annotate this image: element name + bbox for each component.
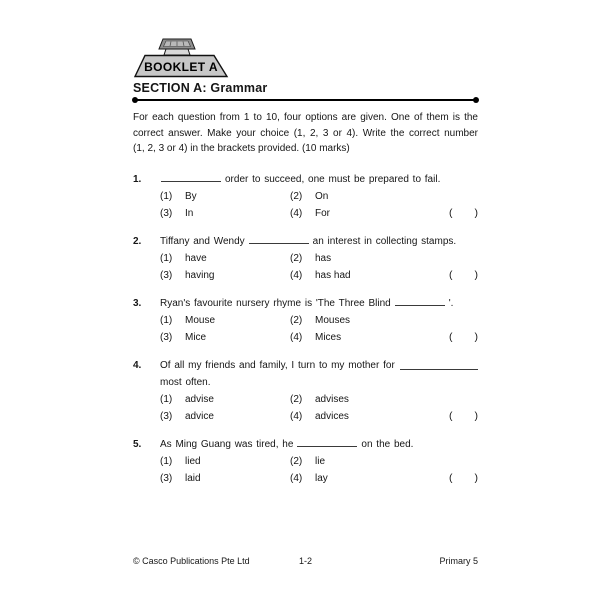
question-text: Of all my friends and family, I turn to my mother for	[160, 357, 478, 374]
option-2: (2) has	[290, 252, 332, 264]
question-4	[133, 357, 478, 425]
question-text: As Ming Guang was tired, he on the bed.	[160, 436, 478, 453]
option-4: (4) advices	[290, 410, 349, 422]
exam-page	[133, 38, 478, 498]
question-text: order to succeed, one must be prepared to fail.	[160, 171, 478, 188]
option-4: (4) has had	[290, 269, 351, 281]
option-3: (3) In	[160, 207, 194, 219]
question-number: 2.	[133, 235, 142, 247]
option-1: (1) By	[160, 190, 197, 202]
instructions-line: correct answer. Make your choice (1, 2, 3 or 4). Write the correct number	[133, 127, 478, 139]
option-1: (1) advise	[160, 393, 214, 405]
answer-blank	[297, 436, 357, 447]
option-1: (1) have	[160, 252, 207, 264]
page-footer	[133, 556, 478, 566]
question-text: Tiffany and Wendy an interest in collecting stamps.	[160, 233, 478, 250]
option-4: (4) Mices	[290, 331, 342, 343]
option-2: (2) Mouses	[290, 314, 351, 326]
badge-label: BOOKLET A	[144, 60, 218, 74]
answer-bracket: ( )	[449, 409, 478, 422]
options	[160, 391, 478, 425]
option-2: (2) advises	[290, 393, 349, 405]
option-2: (2) On	[290, 190, 329, 202]
section-divider	[133, 99, 478, 101]
question-2	[133, 233, 478, 284]
instructions-line: (1, 2, 3 or 4) in the brackets provided. (10 marks)	[133, 143, 350, 154]
option-1: (1) Mouse	[160, 314, 216, 326]
option-2: (2) lie	[290, 455, 326, 467]
instructions	[133, 110, 478, 157]
options	[160, 188, 478, 222]
question-1	[133, 171, 478, 222]
question-text: Ryan's favourite nursery rhyme is 'The Three Blind '.	[160, 295, 478, 312]
question-number: 3.	[133, 297, 142, 309]
instructions-line: For each question from 1 to 10, four options are given. One of them is the	[133, 112, 478, 123]
answer-blank	[400, 357, 478, 370]
footer-page-number: 1-2	[298, 556, 313, 566]
stamp-icon	[133, 38, 229, 78]
section-title: SECTION A: Grammar	[133, 81, 268, 95]
options	[160, 312, 478, 346]
question-number: 5.	[133, 438, 142, 450]
option-3: (3) Mice	[160, 331, 207, 343]
option-4: (4) lay	[290, 472, 328, 484]
answer-blank	[161, 171, 221, 182]
question-text-line2: most often.	[160, 376, 211, 388]
answer-blank	[395, 295, 445, 306]
option-3: (3) having	[160, 269, 215, 281]
question-5	[133, 436, 478, 487]
option-4: (4) For	[290, 207, 330, 219]
question-number: 1.	[133, 173, 142, 185]
footer-level: Primary 5	[439, 556, 478, 566]
question-3	[133, 295, 478, 346]
answer-blank	[249, 233, 309, 244]
question-list	[133, 171, 478, 487]
footer-copyright: © Casco Publications Pte Ltd	[133, 556, 250, 566]
option-3: (3) laid	[160, 472, 201, 484]
question-number: 4.	[133, 359, 142, 371]
answer-bracket: ( )	[449, 471, 478, 484]
answer-bracket: ( )	[449, 330, 478, 343]
option-3: (3) advice	[160, 410, 214, 422]
options	[160, 250, 478, 284]
options	[160, 453, 478, 487]
option-1: (1) lied	[160, 455, 201, 467]
answer-bracket: ( )	[449, 268, 478, 281]
answer-bracket: ( )	[449, 206, 478, 219]
